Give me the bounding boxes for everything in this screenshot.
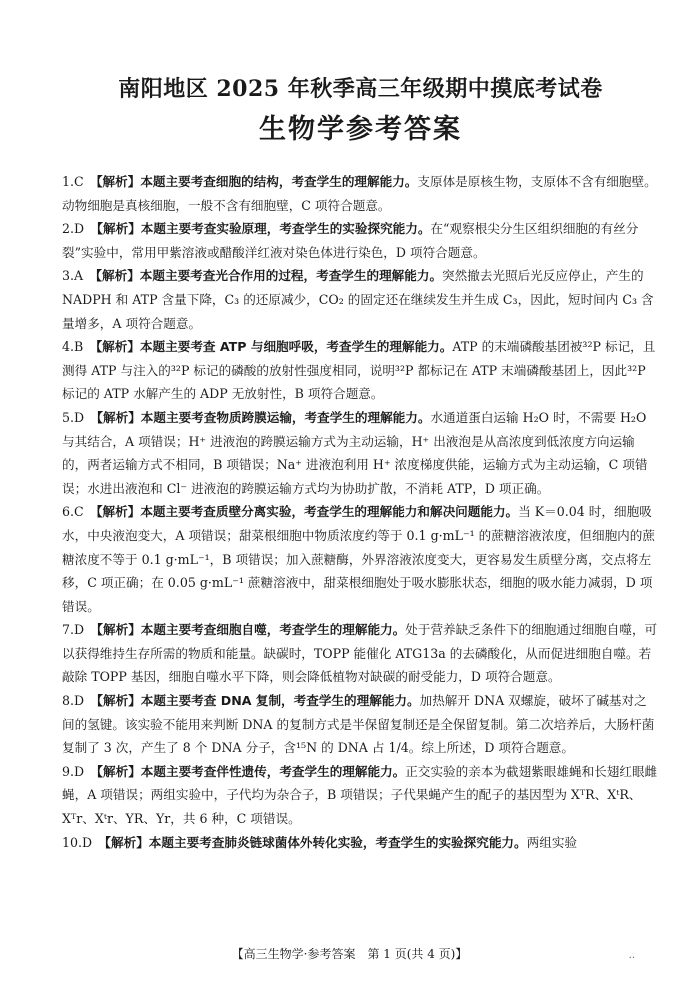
answer-list (62, 170, 659, 854)
answer-number: 7.D (62, 622, 85, 638)
answer-number: 10.D (62, 834, 93, 850)
answer-item-10 (62, 831, 659, 855)
answer-number: 3.A (62, 268, 84, 284)
answer-number: 4.B (62, 339, 84, 355)
document-subtitle: 生物学参考答案 (259, 114, 462, 145)
answer-item-4 (62, 335, 659, 406)
answer-item-6 (62, 500, 659, 618)
analysis-tag: 【解析】本题主要考查光合作用的过程，考查学生的理解能力。 (95, 268, 443, 284)
answer-item-7 (62, 618, 659, 689)
answer-item-8 (62, 689, 659, 760)
answer-text: 正交实验的亲本为截翅紫眼雄蝇和长翅红眼雌蝇，A 项错误；两组实验中，子代均为杂合子，B 项错误；子代果蝇产生的配子的基因型为 XᵀR、XᵗR、Xᵀr、Xᵗr、YR、Yr，共 6 种，C 项错误。 (62, 763, 658, 827)
answer-number: 1.C (62, 174, 84, 189)
analysis-tag: 【解析】本题主要考查细胞自噬，考查学生的理解能力。 (96, 622, 406, 638)
answer-item-5 (62, 406, 659, 500)
analysis-tag: 【解析】本题主要考查伴性遗传，考查学生的理解能力。 (96, 763, 406, 779)
answer-text: 水通道蛋白运输 H₂O 时，不需要 H₂O 与其结合，A 项错误；H⁺ 进液泡的跨膜运输方式为主动运输，H⁺ 出液泡是从高浓度到低浓度方向运输的，两者运输方式不相同，B 项错误；Na⁺ 进液泡利用 H⁺ 浓度梯度供能，运输方式为主动运输，C 项错误；水进出液泡和 Cl⁻ 进液泡的跨膜运输方式均为协助扩散，不消耗 ATP，D 项正确。 (62, 409, 648, 496)
answer-number: 9.D (62, 763, 85, 779)
analysis-tag: 【解析】本题主要考查肺炎链球菌体外转化实验，考查学生的实验探究能力。 (104, 834, 527, 850)
footer-mark: .. (628, 950, 635, 961)
analysis-tag: 【解析】本题主要考查质壁分离实验，考查学生的理解能力和解决问题能力。 (96, 504, 519, 520)
answer-text: 在“观察根尖分生区组织细胞的有丝分裂”实验中，常用甲紫溶液或醋酸洋红液对染色体进行染色，D 项符合题意。 (62, 221, 639, 260)
page-footer: 【高三生物学·参考答案 第 1 页(共 4 页)】 (231, 947, 468, 961)
analysis-tag: 【解析】本题主要考查细胞的结构，考查学生的理解能力。 (96, 174, 418, 189)
analysis-tag: 【解析】本题主要考查 DNA 复制，考查学生的理解能力。 (96, 693, 420, 709)
answer-text: 支原体是原核生物，支原体不含有细胞壁。动物细胞是真核细胞，一般不含有细胞壁，C 项符合题意。 (62, 174, 657, 213)
analysis-tag: 【解析】本题主要考查物质跨膜运输，考查学生的理解能力。 (96, 409, 431, 425)
answer-item-9 (62, 760, 659, 831)
answer-item-1 (62, 170, 659, 217)
answer-number: 6.C (62, 504, 84, 520)
exam-title: 南阳地区 2025 年秋季高三年级期中摸底考试卷 (118, 76, 603, 102)
answer-text: 加热解开 DNA 双螺旋，破坏了碱基对之间的氢键。该实验不能用来判断 DNA 的复制方式是半保留复制还是全保留复制。第二次培养后，大肠杆菌复制了 3 次，产生了 8 个 DNA 分子，含¹⁵N 的 DNA 占 1/4。综上所述，D 项符合题意。 (62, 693, 655, 756)
analysis-tag: 【解析】本题主要考查实验原理，考查学生的实验探究能力。 (96, 221, 431, 237)
answer-number: 2.D (62, 221, 85, 237)
answer-item-3 (62, 264, 659, 335)
analysis-tag: 【解析】本题主要考查 ATP 与细胞呼吸，考查学生的理解能力。 (95, 339, 453, 355)
answer-text: 当 K＝0.04 时，细胞吸水，中央液泡变大，A 项错误；甜菜根细胞中物质浓度约等于 0.1 g·mL⁻¹ 的蔗糖溶液浓度，但细胞内的蔗糖浓度不等于 0.1 g·mL⁻¹，B 项错误；加入蔗糖酶，外界溶液浓度变大，更容易发生质壁分离，交点将左移，C 项正确；在 0.05 g·mL⁻¹ 蔗糖溶液中，甜菜根细胞处于吸水膨胀状态，细胞的吸水能力减弱，D 项错误。 (62, 504, 655, 614)
answer-text: 突然撤去光照后光反应停止，产生的 NADPH 和 ATP 含量下降，C₃ 的还原减少，CO₂ 的固定还在继续发生并生成 C₃，因此，短时间内 C₃ 含量增多，A 项符合题意。 (62, 268, 654, 331)
answer-text: 处于营养缺乏条件下的细胞通过细胞自噬，可以获得维持生存所需的物质和能量。缺碳时，TOPP 能催化 ATG13a 的去磷酸化，从而促进细胞自噬。若敲除 TOPP 基因，细胞自噬水平下降，则会降低植物对缺碳的耐受能力，D 项符合题意。 (62, 622, 658, 685)
answer-number: 5.D (62, 409, 85, 425)
answer-item-2 (62, 217, 659, 264)
answer-text: ATP 的末端磷酸基团被³²P 标记，且测得 ATP 与注入的³²P 标记的磷酸的放射性强度相同，说明³²P 都标记在 ATP 末端磷酸基团上，因此³²P 标记的 ATP 水解产生的 ADP 无放射性，B 项符合题意。 (62, 339, 656, 402)
answer-text: 两组实验 (526, 834, 577, 850)
answer-number: 8.D (62, 693, 85, 709)
